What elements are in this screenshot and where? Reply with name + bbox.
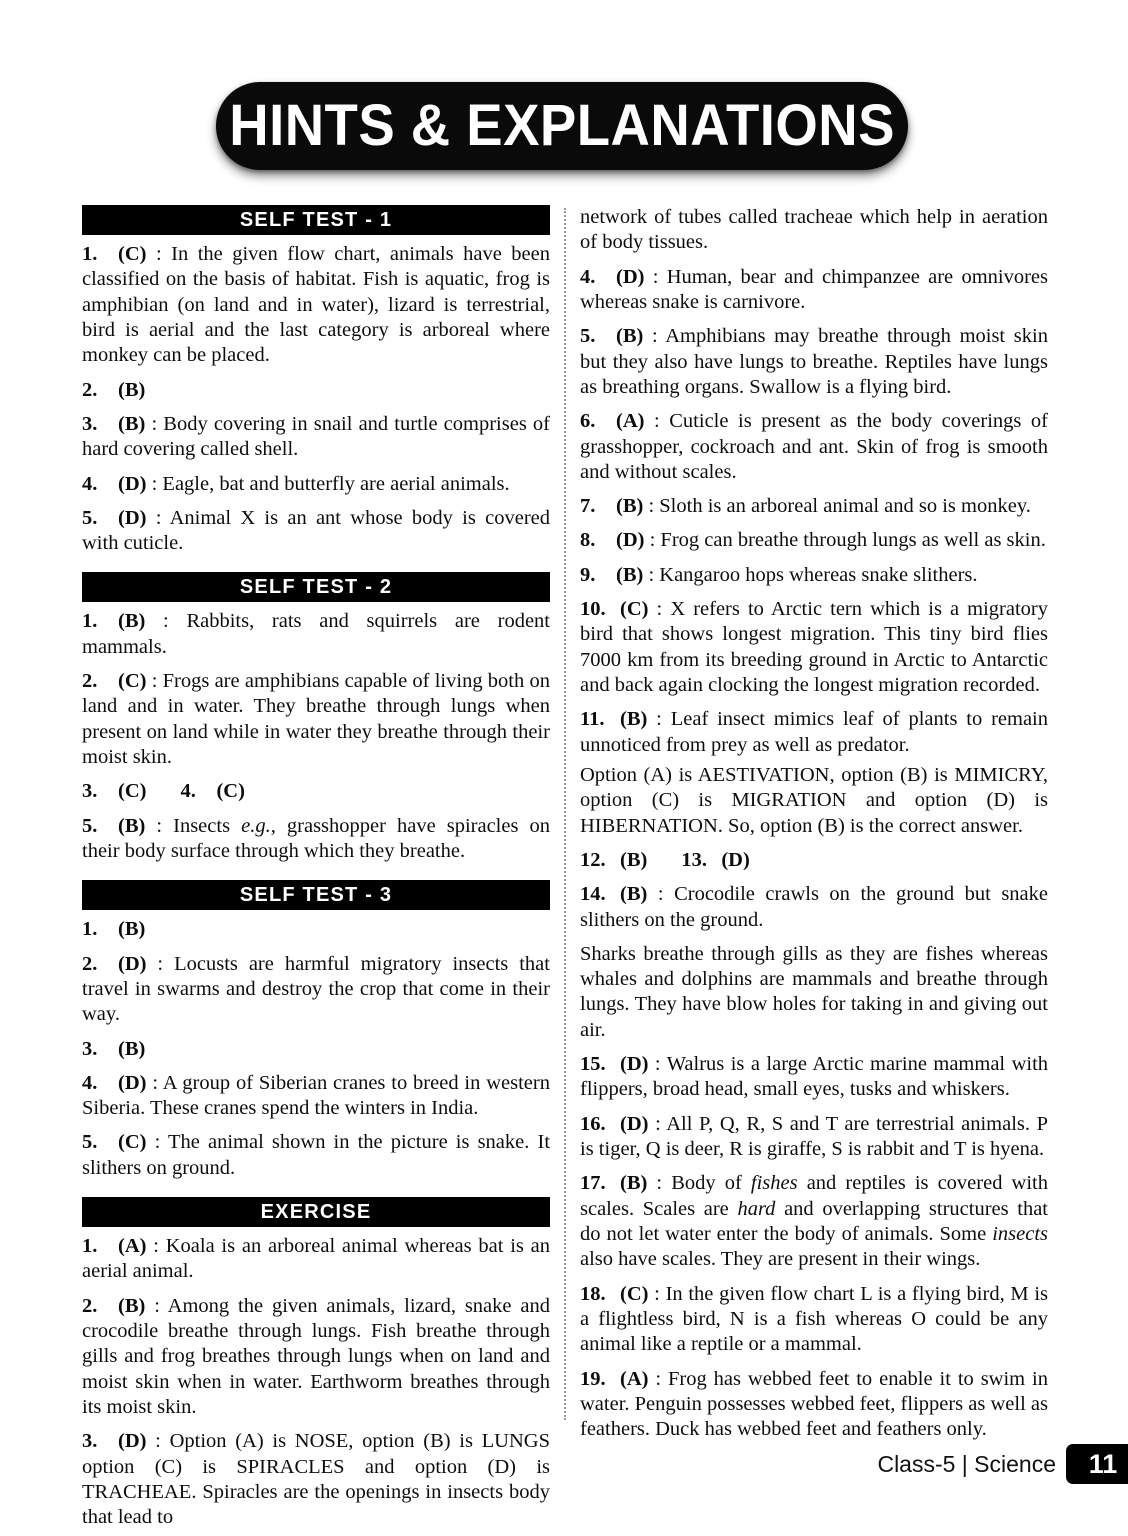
item-separator: : bbox=[146, 243, 172, 265]
item-option: (D) bbox=[118, 506, 147, 529]
item-number: 1. bbox=[82, 1235, 98, 1258]
item-separator: : bbox=[146, 1235, 166, 1258]
item-number: 17. bbox=[580, 1172, 606, 1195]
item-separator: : bbox=[146, 1430, 170, 1453]
item-option: (B) bbox=[118, 1294, 146, 1317]
item-text: Eagle, bat and butterfly are aerial animals. bbox=[162, 472, 510, 495]
title-pill bbox=[216, 82, 908, 170]
section-heading-label: SELF TEST - 3 bbox=[239, 884, 393, 907]
answer-item bbox=[82, 1037, 550, 1062]
item-option-2: (D) bbox=[721, 848, 750, 871]
item-number: 1. bbox=[82, 918, 98, 941]
item-text: Rabbits, rats and squirrels are rodent mammals. bbox=[82, 610, 550, 658]
item-separator: : bbox=[145, 814, 174, 837]
answer-item bbox=[82, 1071, 550, 1122]
answer-item bbox=[580, 882, 1048, 933]
item-text: Human, bear and chimpanzee are omnivores whereas snake is carnivore. bbox=[580, 265, 1048, 313]
item-11-note: Option (A) is AESTIVATION, option (B) is MIMICRY, option (C) is MIGRATION and option (D) is HIBERNATION. So, option (B) is the correct answer. bbox=[580, 763, 1048, 837]
answer-item bbox=[82, 1294, 550, 1421]
item-option: (C) bbox=[118, 243, 147, 265]
answer-item bbox=[580, 1171, 1048, 1272]
answer-item bbox=[82, 1130, 550, 1181]
item-option: (D) bbox=[118, 472, 147, 495]
page-number-badge: 11 bbox=[1066, 1444, 1128, 1484]
item-option: (D) bbox=[620, 1112, 649, 1135]
item-number: 5. bbox=[82, 1131, 98, 1154]
item-number: 8. bbox=[580, 529, 596, 552]
item-number: 5. bbox=[82, 506, 98, 529]
item-option: (B) bbox=[616, 495, 644, 518]
answer-item bbox=[580, 265, 1048, 316]
answer-item bbox=[580, 528, 1048, 553]
item-number: 7. bbox=[580, 495, 596, 518]
item-option-2: (C) bbox=[216, 780, 245, 803]
answer-item bbox=[580, 1112, 1048, 1163]
item-option: (B) bbox=[620, 848, 648, 871]
item-separator: : bbox=[648, 1282, 666, 1305]
item-number: 12. bbox=[580, 848, 606, 871]
section-heading-self-test-3 bbox=[82, 880, 550, 910]
item-14-note: Sharks breathe through gills as they are fishes whereas whales and dolphins are mammals and breathe through lungs. They have blow holes for taking in and giving out air. bbox=[580, 942, 1048, 1041]
item-option: (D) bbox=[620, 1053, 649, 1076]
footer-label: Class-5 | Science bbox=[877, 1450, 1056, 1477]
item-separator: : bbox=[648, 1112, 667, 1135]
item-separator: : bbox=[644, 410, 670, 433]
item-separator: : bbox=[146, 670, 163, 693]
item-number: 4. bbox=[82, 472, 98, 495]
answer-item bbox=[580, 597, 1048, 698]
item-option: (D) bbox=[118, 952, 147, 975]
answer-item bbox=[580, 1282, 1048, 1358]
item-separator: : bbox=[146, 472, 163, 495]
item-option: (C) bbox=[118, 780, 147, 803]
item-number: 2. bbox=[82, 378, 98, 401]
item-separator: : bbox=[644, 529, 661, 552]
answer-item bbox=[580, 494, 1048, 519]
item-option: (B) bbox=[620, 1172, 648, 1195]
item-option: (B) bbox=[620, 708, 648, 731]
answer-item bbox=[82, 952, 550, 1028]
item-text: Frog has webbed feet to enable it to swim in water. Penguin possesses webbed feet, flippers as well as feathers. Duck has webbed feet and feathers only. bbox=[580, 1367, 1048, 1441]
item-separator: : bbox=[647, 1172, 672, 1195]
item-number-2: 13. bbox=[681, 848, 707, 871]
item-text: Cuticle is present as the body coverings of grasshopper, cockroach and ant. Skin of frog is smooth and without scales. bbox=[580, 410, 1048, 483]
item-option: (B) bbox=[118, 412, 146, 435]
item-text: Among the given animals, lizard, snake and crocodile breathe through lungs. Fish breathe through gills and frog breathes through lungs when on land and moist skin when in water. Earthworm breathes through its moist skin. bbox=[82, 1294, 550, 1418]
item-separator: : bbox=[146, 1131, 169, 1154]
answer-item bbox=[82, 1234, 550, 1285]
answer-item bbox=[82, 609, 550, 660]
item-number: 3. bbox=[82, 780, 98, 803]
item-option: (A) bbox=[620, 1367, 649, 1390]
item-text: Walrus is a large Arctic marine mammal with flippers, broad head, small eyes, tusks and whiskers. bbox=[580, 1053, 1049, 1101]
item-number: 5. bbox=[82, 814, 98, 837]
item-text: Animal X is an ant whose body is covered with cuticle. bbox=[82, 506, 550, 555]
item-separator: : bbox=[647, 883, 675, 906]
item-number: 16. bbox=[580, 1112, 606, 1135]
continuation-paragraph: network of tubes called tracheae which help in aeration of body tissues. bbox=[580, 206, 1048, 254]
answer-item bbox=[82, 412, 550, 463]
answer-item-pair bbox=[82, 779, 550, 804]
item-option: (A) bbox=[118, 1235, 147, 1258]
item-text: Koala is an arboreal animal whereas bat is an aerial animal. bbox=[82, 1235, 551, 1283]
answer-item bbox=[82, 1429, 550, 1530]
item-text: The animal shown in the picture is snake. It slithers on ground. bbox=[82, 1131, 551, 1179]
answer-item bbox=[82, 378, 550, 403]
item-text: Option (A) is NOSE, option (B) is LUNGS option (C) is SPIRACLES and option (D) is TRACHEAE. Spiracles are the openings in insects body that lead to bbox=[82, 1430, 550, 1529]
item-option: (D) bbox=[616, 265, 645, 288]
item-text: Locusts are harmful migratory insects that travel in swarms and destroy the crop that come in their way. bbox=[82, 952, 550, 1026]
item-text: Crocodile crawls on the ground but snake slithers on the ground. bbox=[580, 883, 1048, 931]
item-option: (B) bbox=[616, 563, 644, 586]
item-text-pre: Insects bbox=[173, 814, 242, 837]
item-number: 15. bbox=[580, 1053, 606, 1076]
item-separator: : bbox=[146, 506, 170, 529]
item-text-italic: e.g., bbox=[241, 814, 276, 837]
item-option: (B) bbox=[118, 610, 146, 633]
item-option: (D) bbox=[118, 1071, 147, 1094]
column-divider bbox=[564, 208, 566, 1420]
section-heading-self-test-1 bbox=[82, 205, 550, 235]
item-number: 2. bbox=[82, 1294, 98, 1317]
item-option: (B) bbox=[118, 378, 146, 401]
item-text: In the given flow chart, animals have been classified on the basis of habitat. Fish is aquatic, frog is amphibian (on land and in water), lizard is terrestrial, bird is aerial and the last category is arboreal where monkey can be placed. bbox=[82, 243, 551, 367]
item-text: Kangaroo hops whereas snake slithers. bbox=[659, 563, 978, 586]
item-option: (B) bbox=[118, 814, 146, 837]
section-heading-self-test-2 bbox=[82, 572, 550, 602]
item-number: 14. bbox=[580, 883, 606, 906]
section-heading-label: EXERCISE bbox=[260, 1201, 372, 1224]
item-text: Frog can breathe through lungs as well as skin. bbox=[660, 529, 1046, 552]
item-number: 9. bbox=[580, 563, 596, 586]
page-title-banner bbox=[216, 82, 908, 170]
item-option: (B) bbox=[616, 325, 644, 348]
item-text-italic-3: insects bbox=[992, 1222, 1048, 1245]
item-number: 3. bbox=[82, 412, 98, 435]
item-text: A group of Siberian cranes to breed in western Siberia. These cranes spend the winters in India. bbox=[82, 1071, 550, 1120]
item-separator: : bbox=[145, 610, 187, 633]
item-number: 3. bbox=[82, 1037, 98, 1060]
answer-item bbox=[82, 669, 550, 770]
item-option: (C) bbox=[620, 1282, 649, 1305]
answer-item bbox=[82, 917, 550, 942]
item-text: Body covering in snail and turtle comprises of hard covering called shell. bbox=[82, 412, 550, 461]
item-text: Sloth is an arboreal animal and so is monkey. bbox=[659, 495, 1031, 518]
item-number: 1. bbox=[82, 243, 98, 265]
left-column bbox=[82, 205, 550, 1531]
item-text-italic-2: hard bbox=[737, 1197, 776, 1220]
item-separator: : bbox=[647, 708, 671, 731]
item-option: (B) bbox=[118, 1037, 146, 1060]
item-number-2: 4. bbox=[180, 780, 196, 803]
answer-item bbox=[82, 506, 550, 557]
item-text-4: also have scales. They are present in their wings. bbox=[580, 1248, 981, 1271]
item-separator: : bbox=[644, 265, 667, 288]
answer-item bbox=[580, 324, 1048, 400]
item-text-2: and reptiles is covered with scales. Scales are bbox=[580, 1172, 1048, 1220]
item-separator: : bbox=[146, 952, 175, 975]
item-separator: : bbox=[146, 1071, 163, 1094]
answer-item bbox=[82, 814, 550, 865]
answer-item bbox=[580, 1052, 1048, 1103]
page-footer bbox=[877, 1444, 1128, 1484]
item-option: (B) bbox=[118, 918, 146, 941]
item-text: X refers to Arctic tern which is a migratory bird that shows longest migration. This tiny bird flies 7000 km from its breeding ground in Arctic to Antarctic and back again clocking the longest migration recorded. bbox=[580, 598, 1049, 696]
item-separator: : bbox=[648, 1367, 669, 1390]
item-number: 2. bbox=[82, 670, 98, 693]
item-text: Amphibians may breathe through moist skin but they also have lungs to breathe. Reptiles have lungs as breathing organs. Swallow is a flying bird. bbox=[580, 325, 1048, 398]
item-text-3: and overlapping structures that do not let water enter the body of animals. Some bbox=[580, 1197, 1049, 1245]
section-heading-label: SELF TEST - 1 bbox=[239, 209, 393, 231]
answer-item-pair bbox=[580, 848, 1048, 873]
answer-item bbox=[580, 563, 1048, 588]
item-option: (C) bbox=[118, 670, 147, 693]
item-separator: : bbox=[643, 495, 660, 518]
item-option: (A) bbox=[616, 410, 645, 433]
section-heading-exercise bbox=[82, 1197, 550, 1227]
item-number: 6. bbox=[580, 410, 596, 433]
item-number: 3. bbox=[82, 1430, 98, 1453]
item-option: (D) bbox=[616, 529, 645, 552]
item-number: 19. bbox=[580, 1367, 606, 1390]
answer-item bbox=[580, 409, 1048, 485]
item-text-italic-1: fishes bbox=[750, 1172, 798, 1195]
item-text-1: Body of bbox=[671, 1172, 751, 1195]
item-number: 5. bbox=[580, 325, 596, 348]
page-title: HINTS & EXPLANATIONS bbox=[229, 93, 895, 158]
item-text: All P, Q, R, S and T are terrestrial animals. P is tiger, Q is deer, R is giraffe, S is rabbit and T is hyena. bbox=[580, 1112, 1048, 1160]
answer-item bbox=[82, 472, 550, 497]
answer-item bbox=[580, 707, 1048, 758]
item-number: 1. bbox=[82, 610, 98, 633]
item-text: In the given flow chart L is a flying bird, M is a flightless bird, N is a fish whereas O could be any animal like a reptile or a mammal. bbox=[580, 1282, 1048, 1356]
item-text-post: grasshopper have spiracles on their body surface through which they breathe. bbox=[82, 814, 550, 862]
right-column bbox=[580, 205, 1048, 1442]
item-option: (D) bbox=[118, 1430, 147, 1453]
item-number: 4. bbox=[82, 1071, 98, 1094]
item-separator: : bbox=[145, 1294, 168, 1317]
answer-item bbox=[580, 1367, 1048, 1443]
item-text: Leaf insect mimics leaf of plants to remain unnoticed from prey as well as predator. bbox=[580, 708, 1048, 756]
item-number: 4. bbox=[580, 265, 596, 288]
item-separator: : bbox=[648, 598, 671, 621]
answer-item bbox=[82, 242, 550, 369]
item-separator: : bbox=[145, 412, 164, 435]
item-number: 10. bbox=[580, 598, 606, 621]
item-text: Frogs are amphibians capable of living both on land and in water. They breathe through lungs when present on land while in water they breathe through their moist skin. bbox=[82, 670, 550, 768]
item-number: 11. bbox=[580, 708, 605, 731]
item-option: (C) bbox=[620, 598, 649, 621]
section-heading-label: SELF TEST - 2 bbox=[239, 576, 393, 599]
item-separator: : bbox=[643, 563, 660, 586]
item-option: (B) bbox=[620, 883, 648, 906]
item-number: 2. bbox=[82, 952, 98, 975]
item-separator: : bbox=[643, 325, 666, 348]
item-number: 18. bbox=[580, 1282, 606, 1305]
item-separator: : bbox=[648, 1053, 667, 1076]
item-option: (C) bbox=[118, 1131, 147, 1154]
